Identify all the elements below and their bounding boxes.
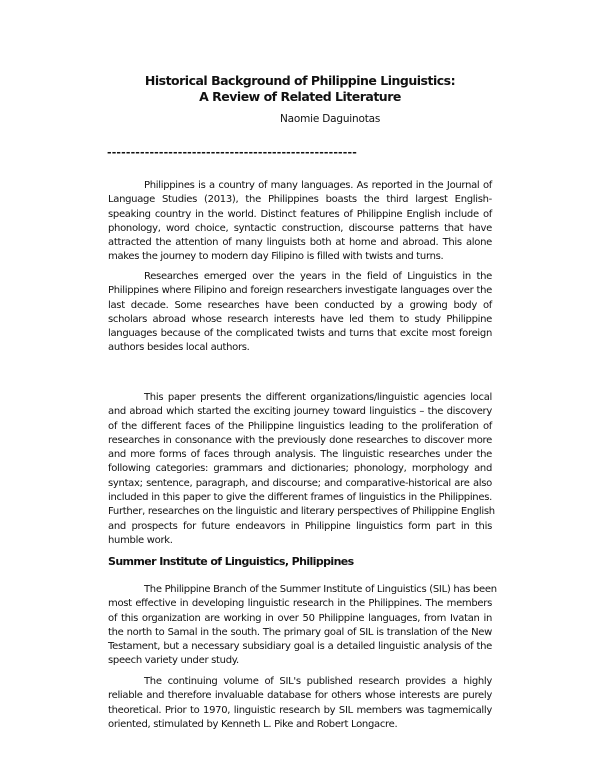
text-line: Language Studies (2013), the Philippines boasts the third largest English- (108, 194, 492, 206)
text-line: of this organization are working in over 50 Philippine languages, from Ivatan in (108, 612, 492, 624)
paragraph-paper-scope (108, 391, 495, 548)
text-line: humble work. (108, 534, 173, 546)
paragraph-sil-research (108, 675, 492, 732)
text-line: Philippines is a country of many languages. As reported in the Journal of (144, 180, 492, 191)
text-line: the north to Samal in the south. The primary goal of SIL is translation of the New (108, 626, 492, 638)
text-line: most effective in developing linguistic research in the Philippines. The members (108, 598, 492, 610)
document-title-line-2: A Review of Related Literature (199, 89, 401, 104)
text-line: of the different faces of the Philippine linguistics leading to the proliferation of (108, 420, 492, 432)
separator-line: ----------------------------------------------------- (107, 146, 357, 159)
text-line: theoretical. Prior to 1970, linguistic research by SIL members was tagmemically (108, 704, 492, 716)
text-line: researches in consonance with the previously done researches to discover more (108, 434, 492, 446)
text-line: reliable and therefore invaluable database for others whose interests are purely (108, 690, 492, 702)
section-heading: Summer Institute of Linguistics, Philippines (108, 555, 354, 568)
text-line: The Philippine Branch of the Summer Institute of Linguistics (SIL) has been (144, 584, 497, 595)
text-line: and prospects for future endeavors in Philippine linguistics form part in this (108, 520, 492, 532)
text-line: last decade. Some researches have been conducted by a growing body of (108, 299, 492, 311)
text-line: and more forms of faces through analysis. The linguistic researches under the (108, 449, 492, 461)
text-line: Researches emerged over the years in the field of Linguistics in the (144, 271, 492, 282)
paragraph-intro (108, 179, 492, 265)
text-line: speech variety under study. (108, 655, 239, 667)
text-line: oriented, stimulated by Kenneth L. Pike and Robert Longacre. (108, 718, 398, 730)
text-line: following categories: grammars and dictionaries; phonology, morphology and (108, 463, 492, 475)
text-line: This paper presents the different organizations/linguistic agencies local (144, 392, 492, 403)
text-line: scholars abroad whose research interests have led them to study Philippine (108, 313, 492, 325)
text-line: attracted the attention of many linguists both at home and abroad. This alone (108, 237, 492, 249)
text-line: authors besides local authors. (108, 342, 250, 354)
document-title-line-1: Historical Background of Philippine Linguistics: (144, 73, 456, 88)
text-line: and abroad which started the exciting journey toward linguistics – the discovery (108, 406, 492, 418)
text-line: syntax; sentence, paragraph, and discourse; and comparative-historical are also (108, 477, 492, 489)
text-line: The continuing volume of SIL's published research provides a highly (144, 676, 492, 687)
text-line: Philippines where Filipino and foreign researchers investigate languages over the (108, 285, 492, 297)
text-line: Further, researches on the linguistic and literary perspectives of Philippine English (108, 506, 495, 518)
text-line: speaking country in the world. Distinct features of Philippine English include of (108, 208, 492, 220)
text-line: Testament, but a necessary subsidiary goal is a detailed linguistic analysis of the (108, 641, 492, 653)
text-line: phonology, word choice, syntactic construction, discourse patterns that have (108, 222, 492, 234)
paragraph-sil-branch (108, 583, 497, 669)
text-line: included in this paper to give the different frames of linguistics in the Philippines. (108, 492, 492, 504)
text-line: makes the journey to modern day Filipino is filled with twists and turns. (108, 251, 444, 263)
author-name: Naomie Daguinotas (280, 113, 381, 125)
text-line: languages because of the complicated twists and turns that excite most foreign (108, 328, 492, 340)
paragraph-researches (108, 270, 492, 356)
